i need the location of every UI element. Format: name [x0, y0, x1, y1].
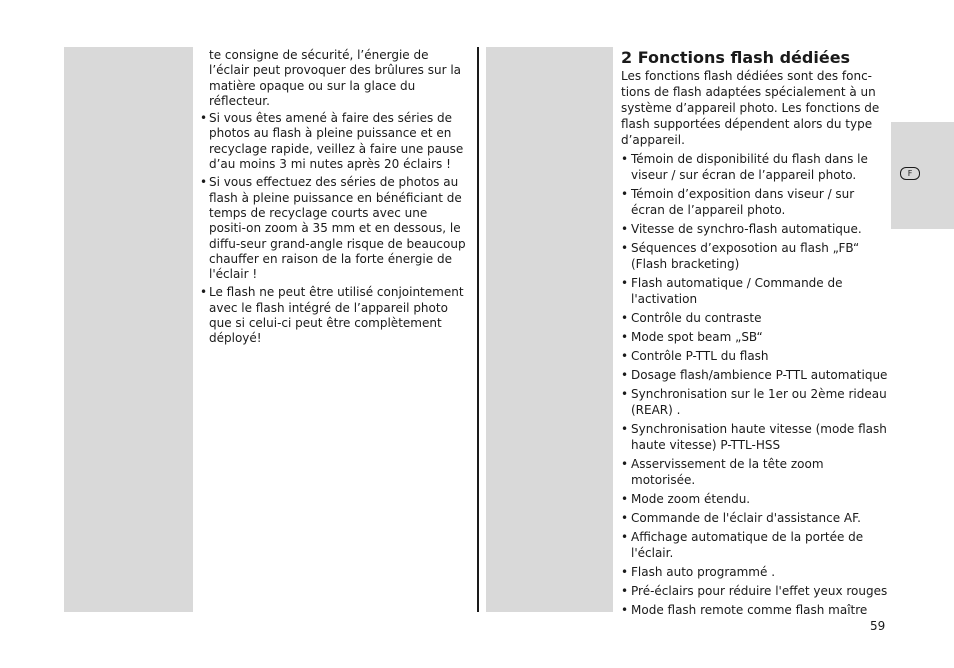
bullet-glyph: • [621, 276, 629, 290]
bullet-glyph: • [621, 387, 629, 401]
bullet-glyph: • [621, 152, 629, 166]
list-item: • Le flash ne peut être utilisé conjointement avec le flash intégré de l’appareil photo que si celui-ci peut être complètement déployé! [200, 285, 464, 346]
bullet-glyph: • [200, 111, 208, 126]
list-item: • Mode zoom étendu. [621, 492, 751, 506]
list-item: • Si vous effectuez des séries de photos au flash à pleine puissance en bénéficiant de temps de recyclage courts avec une positi-on zoom à 35 mm et en dessous, le diffu-seur grand-angle risque de beaucoup chauffer en raison de la forte énergie de l'éclair ! [200, 175, 466, 282]
list-item: • Dosage flash/ambience P-TTL automatique [621, 368, 888, 382]
safety-list [200, 111, 467, 346]
list-item: • Séquences d’exposotion au flash „FB“ (Flash bracketing) [621, 241, 860, 271]
list-item: • Mode flash remote comme flash maître [621, 603, 868, 617]
list-item: • Pré-éclairs pour réduire l'effet yeux rouges [621, 584, 888, 598]
bullet-glyph: • [621, 584, 629, 598]
list-item: • Vitesse de synchro-flash automatique. [621, 222, 862, 236]
bullet-glyph: • [621, 349, 629, 363]
bullet-glyph: • [621, 368, 629, 382]
list-item: • Synchronisation sur le 1er ou 2ème rideau (REAR) . [621, 387, 887, 417]
bullet-glyph: • [621, 565, 629, 579]
bullet-glyph: • [621, 511, 629, 525]
list-item: • Si vous êtes amené à faire des séries de photos au flash à pleine puissance et en recyclage rapide, veillez à faire une pause d’au moins 3 mi nutes après 20 éclairs ! [200, 111, 464, 172]
left-text-column [200, 48, 467, 350]
bullet-glyph: • [200, 175, 208, 190]
list-item: • Commande de l'éclair d'assistance AF. [621, 511, 861, 525]
bullet-glyph: • [621, 492, 629, 506]
list-item: • Synchronisation haute vitesse (mode flash haute vitesse) P-TTL-HSS [621, 422, 887, 452]
column-divider [477, 47, 479, 612]
bullet-glyph: • [621, 241, 629, 255]
list-item: • Témoin de disponibilité du flash dans le viseur / sur écran de l’appareil photo. [621, 152, 868, 182]
bullet-glyph: • [621, 422, 629, 436]
page-number: 59 [870, 619, 886, 633]
bullet-glyph: • [200, 285, 208, 300]
list-item: • Flash automatique / Commande de l'activation [621, 276, 843, 306]
middle-margin-band [486, 47, 613, 612]
left-margin-band [64, 47, 193, 612]
list-item: • Asservissement de la tête zoom motorisée. [621, 457, 824, 487]
intro-paragraph: Les fonctions flash dédiées sont des fonc-tions de flash adaptées spécialement à un système d’appareil photo. Les fonctions de flash supportées dépendent alors du type d’appareil. [621, 69, 880, 147]
right-text-column [621, 48, 889, 621]
list-item: • Témoin d’exposition dans viseur / sur écran de l’appareil photo. [621, 187, 855, 217]
continuation-paragraph: te consigne de sécurité, l’énergie de l’éclair peut provoquer des brûlures sur la matière opaque ou sur la glace du réflecteur. [209, 48, 462, 108]
bullet-glyph: • [621, 603, 629, 617]
bullet-glyph: • [621, 222, 629, 236]
section-title: 2 Fonctions flash dédiées [621, 48, 851, 67]
bullet-glyph: • [621, 187, 629, 201]
list-item: • Affichage automatique de la portée de l'éclair. [621, 530, 864, 560]
bullet-glyph: • [621, 311, 629, 325]
function-list [621, 151, 889, 618]
list-item: • Contrôle P-TTL du flash [621, 349, 769, 363]
bullet-glyph: • [621, 330, 629, 344]
bullet-glyph: • [621, 457, 629, 471]
language-badge: F [900, 167, 920, 180]
bullet-glyph: • [621, 530, 629, 544]
list-item: • Contrôle du contraste [621, 311, 762, 325]
list-item: • Flash auto programmé . [621, 565, 776, 579]
list-item: • Mode spot beam „SB“ [621, 330, 763, 344]
